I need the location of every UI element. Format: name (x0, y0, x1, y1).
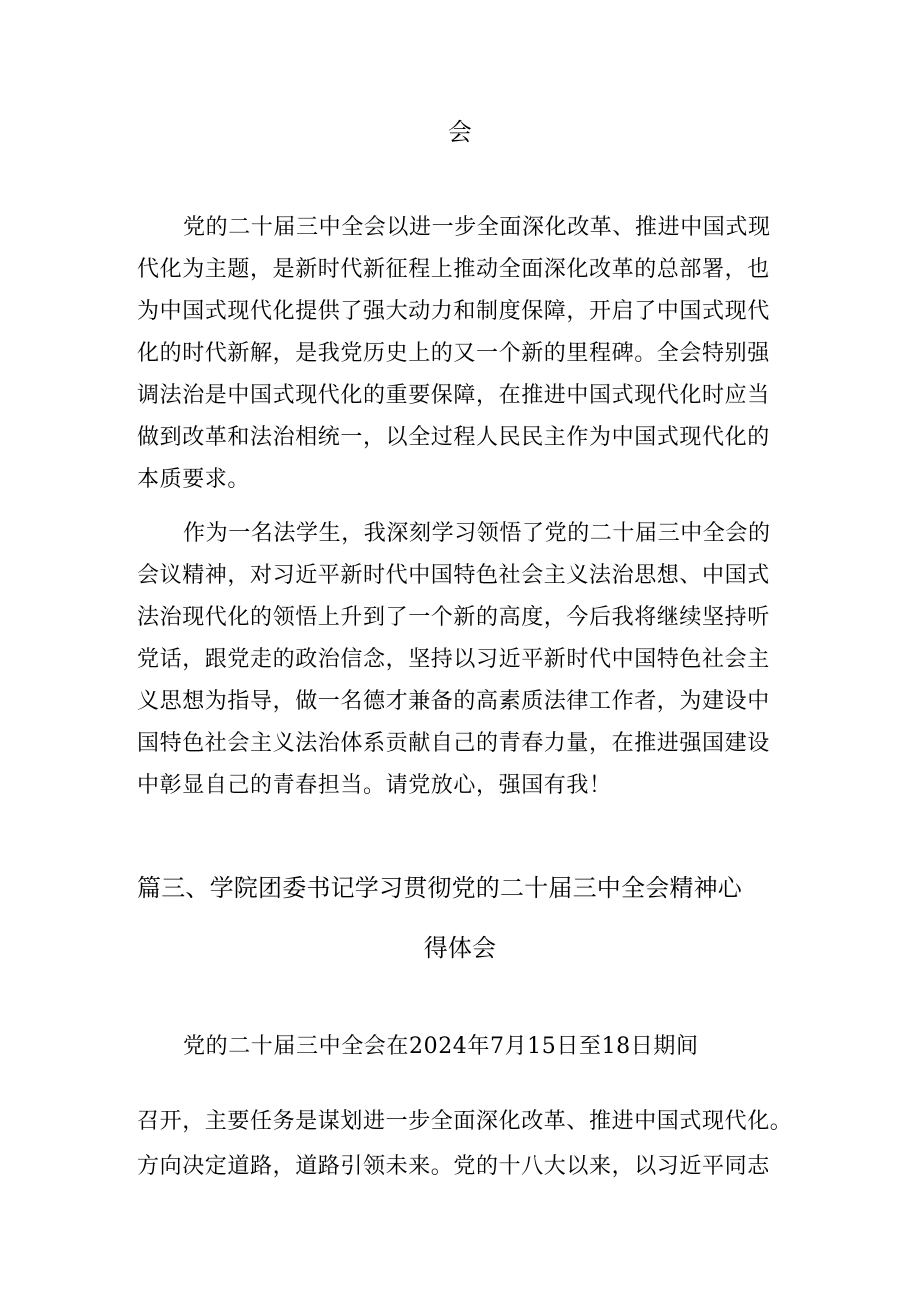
body-line: 国特色社会主义法治体系贡献自己的青春力量，在推进强国建设 (137, 731, 770, 756)
continued-title: 会 (447, 118, 473, 146)
body-line: 作为一名法学生，我深刻学习领悟了党的二十届三中全会的 (183, 521, 771, 546)
body-line: 为中国式现代化提供了强大动力和制度保障，开启了中国式现代 (137, 299, 770, 324)
body-line: 中彰显自己的青春担当。请党放心，强国有我！ (137, 773, 612, 798)
body-line: 召开，主要任务是谋划进一步全面深化改革、推进中国式现代化。 (137, 1109, 793, 1134)
body-line: 调法治是中国式现代化的重要保障，在推进中国式现代化时应当 (137, 383, 770, 408)
body-line: 党的二十届三中全会在2024年7月15日至18日期间 (183, 1034, 699, 1059)
body-line: 方向决定道路，道路引领未来。党的十八大以来，以习近平同志 (137, 1154, 770, 1179)
body-line: 代化为主题，是新时代新征程上推动全面深化改革的总部署，也 (137, 257, 770, 282)
body-line: 本质要求。 (137, 467, 251, 492)
body-line: 做到改革和法治相统一，以全过程人民民主作为中国式现代化的 (137, 425, 770, 450)
body-line: 化的时代新解，是我党历史上的又一个新的里程碑。全会特别强 (137, 341, 770, 366)
body-line: 党话，跟党走的政治信念，坚持以习近平新时代中国特色社会主 (137, 647, 770, 672)
body-line: 法治现代化的领悟上升到了一个新的高度，今后我将继续坚持听 (137, 605, 770, 630)
section-title-continued: 得体会 (423, 934, 497, 962)
body-line: 会议精神，对习近平新时代中国特色社会主义法治思想、中国式 (137, 563, 770, 588)
body-line: 义思想为指导，做一名德才兼备的高素质法律工作者，为建设中 (137, 689, 770, 714)
section-title: 篇三、学院团委书记学习贯彻党的二十届三中全会精神心 (137, 874, 742, 902)
body-line: 党的二十届三中全会以进一步全面深化改革、推进中国式现 (183, 215, 771, 240)
